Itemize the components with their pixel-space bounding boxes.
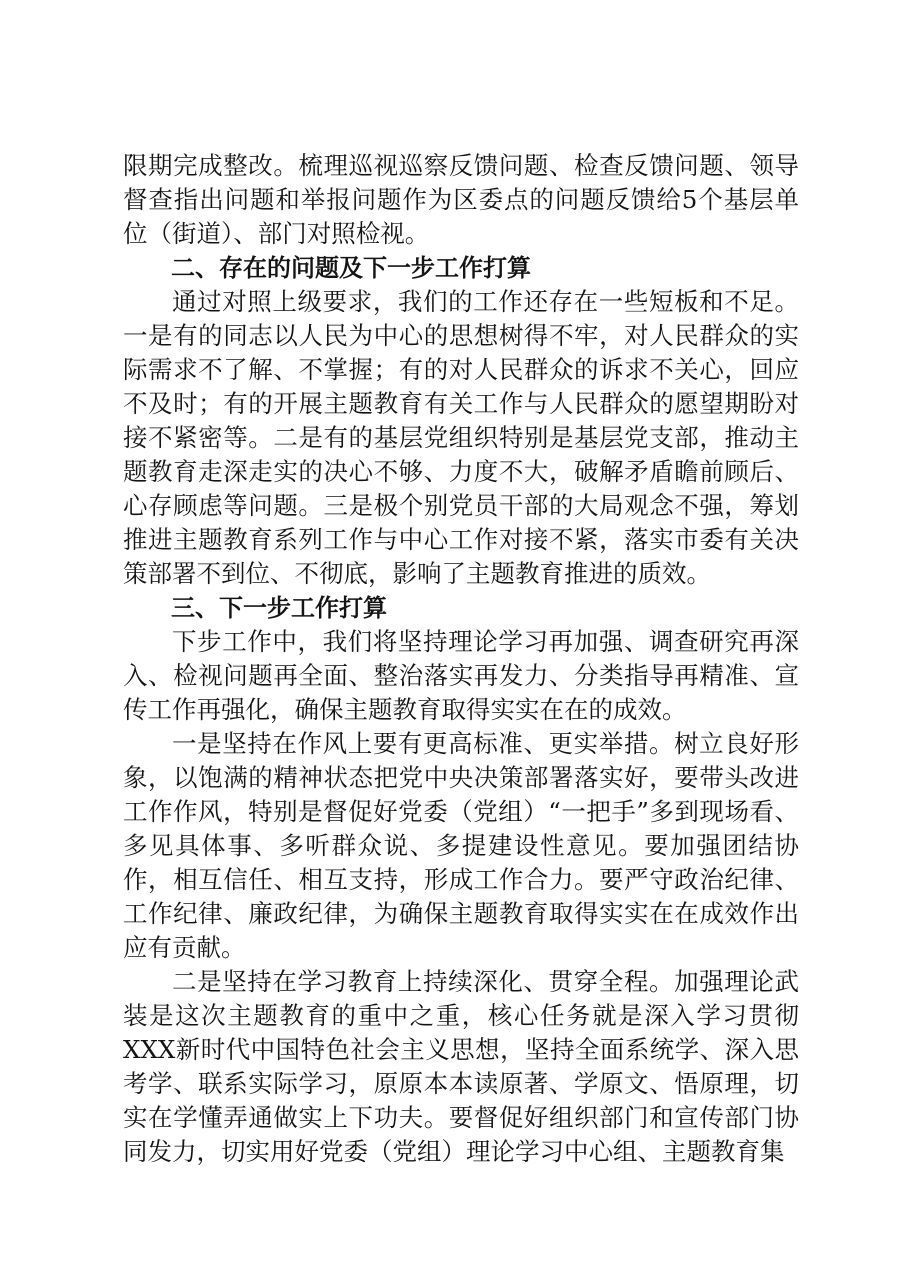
paragraph-rectification: 限期完成整改。梳理巡视巡察反馈问题、检查反馈问题、领导督查指出问题和举报问题作为区委点的问题反馈给5个基层单位（街道）、部门对照检视。	[123, 151, 799, 248]
paragraph-work-style: 一是坚持在作风上要有更高标准、更实举措。树立良好形象，以饱满的精神状态把党中央决策部署落实好，要带头改进工作作风，特别是督促好党委（党组）“一把手”多到现场看、多见具体事、多听群众说、多提建设性意见。要加强团结协作，相互信任、相互支持，形成工作合力。要严守政治纪律、工作纪律、廉政纪律，为确保主题教育取得实实在在成效作出应有贡献。	[123, 729, 799, 962]
paragraph-shortcomings: 通过对照上级要求，我们的工作还存在一些短板和不足。一是有的同志以人民为中心的思想树得不牢，对人民群众的实际需求不了解、不掌握；有的对人民群众的诉求不关心，回应不及时；有的开展主题教育有关工作与人民群众的愿望期盼对接不紧密等。二是有的基层党组织特别是基层党支部，推动主题教育走深走实的决心不够、力度不大，破解矛盾瞻前顾后、心存顾虑等问题。三是极个别党员干部的大局观念不强，筹划推进主题教育系列工作与中心工作对接不紧，落实市委有关决策部署不到位、不彻底，影响了主题教育推进的质效。	[123, 287, 799, 588]
paragraph-study-education: 二是坚持在学习教育上持续深化、贯穿全程。加强理论武装是这次主题教育的重中之重，核心任务就是深入学习贯彻XXX新时代中国特色社会主义思想，坚持全面系统学、深入思考学、联系实际学习，原原本本读原著、学原文、悟原理，切实在学懂弄通做实上下功夫。要督促好组织部门和宣传部门协同发力，切实用好党委（党组）理论学习中心组、主题教育集	[123, 967, 799, 1166]
section-heading-next-steps: 三、下一步工作打算	[171, 594, 387, 622]
paragraph-next-steps-intro: 下步工作中，我们将坚持理论学习再加强、调查研究再深入、检视问题再全面、整治落实再发力、分类指导再精准、宣传工作再强化，确保主题教育取得实实在在的成效。	[123, 627, 799, 724]
section-heading-problems: 二、存在的问题及下一步工作打算	[171, 254, 531, 282]
document-body	[123, 149, 799, 1169]
